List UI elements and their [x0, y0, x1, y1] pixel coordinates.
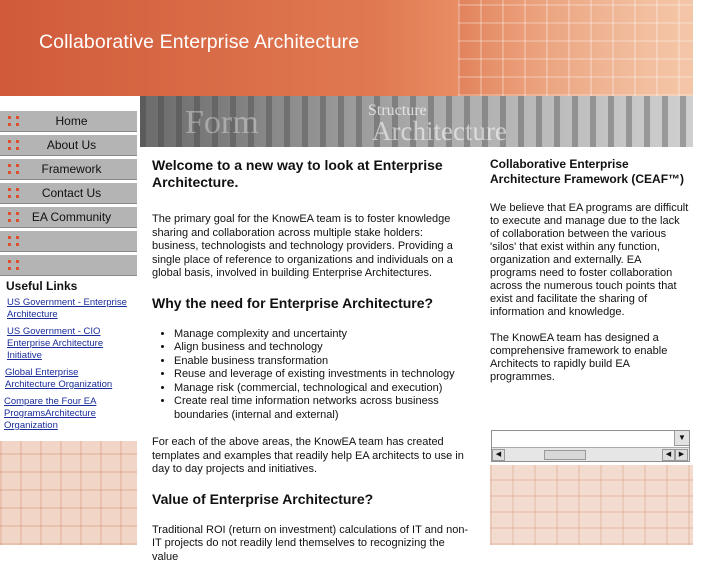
nav-dots-icon: [8, 260, 20, 271]
list-item: • Enable business transformation: [174, 355, 472, 369]
nav-label: Home: [55, 114, 88, 128]
scrollbar-thumb[interactable]: [544, 450, 586, 460]
nav-item-framework[interactable]: [0, 159, 137, 180]
left-nav: [0, 111, 137, 279]
ceaf-paragraph-1: We believe that EA programs are difficult to execute and manage due to the lack of collaboration between the various 'silos' that exist within any function, organization and externally. EA programs need to foster collaboration across the numerous touch points that exist and facilitate the sharing of information and knowledge.: [490, 202, 689, 318]
nav-item-home[interactable]: [0, 111, 137, 132]
main-content: [152, 157, 472, 578]
site-header: [0, 0, 693, 96]
banner-word-architecture: Architecture: [372, 116, 507, 146]
sidebar-textarea[interactable]: [491, 430, 690, 462]
list-item: • Manage complexity and uncertainty: [174, 328, 472, 342]
nav-dots-icon: [8, 236, 20, 247]
scroll-left-arrow-icon[interactable]: ◀: [662, 449, 675, 461]
nav-dots-icon: [8, 212, 20, 223]
horizontal-scrollbar[interactable]: [492, 447, 689, 461]
benefits-list: [152, 328, 472, 423]
right-sidebar: [490, 157, 690, 397]
left-decorative-image: [0, 441, 137, 545]
nav-label: Framework: [41, 162, 102, 176]
page-right-margin: [693, 0, 727, 545]
nav-label: Contact Us: [41, 186, 102, 200]
list-item: • Manage risk (commercial, technological and execution): [174, 382, 472, 396]
link-compare-four-ea[interactable]: Compare the Four EA ProgramsArchitecture Organization: [4, 396, 97, 431]
header-building-image: [458, 0, 693, 96]
nav-item-about-us[interactable]: [0, 135, 137, 156]
list-item: • Reuse and leverage of existing investments in technology: [174, 368, 472, 382]
intro-paragraph: The primary goal for the KnowEA team is to foster knowledge sharing and collaboration across multiple stake holders: business, technologists and technology providers. Providing a single place of reference to organizations and individuals on a global basis, involved in building Enterprise Architectures.: [152, 213, 453, 279]
banner-word-form: Form: [185, 104, 259, 141]
scroll-right-arrow-icon[interactable]: ▶: [675, 449, 688, 461]
nav-item-ea-community[interactable]: [0, 207, 137, 228]
value-paragraph: Traditional ROI (return on investment) calculations of IT and non-IT projects do not readily lend themselves to recognizing the value: [152, 523, 469, 563]
site-title: Collaborative Enterprise Architecture: [39, 31, 360, 53]
nav-label: About Us: [46, 138, 97, 152]
scroll-left-arrow-icon[interactable]: ◀: [492, 449, 505, 461]
why-heading: Why the need for Enterprise Architecture?: [152, 294, 434, 311]
welcome-heading: Welcome to a new way to look at Enterprise Architecture.: [152, 157, 443, 190]
list-item: • Align business and technology: [174, 341, 472, 355]
useful-links-heading: Useful Links: [6, 279, 78, 293]
nav-dots-icon: [8, 140, 20, 151]
ceaf-paragraph-2: The KnowEA team has designed a comprehensive framework to enable Architects to rapidly build EA programmes.: [490, 332, 668, 383]
form-structure-banner: [140, 96, 693, 147]
right-decorative-image: [490, 465, 693, 545]
areas-paragraph: For each of the above areas, the KnowEA team has created templates and examples that readily help EA architects to use in day to day projects and initiatives.: [152, 436, 464, 475]
banner-word-structure: Structure: [368, 102, 427, 119]
nav-dots-icon: [8, 188, 20, 199]
nav-label: EA Community: [31, 210, 112, 224]
value-heading: Value of Enterprise Architecture?: [152, 490, 374, 507]
link-global-ea-org[interactable]: Global Enterprise Architecture Organization: [5, 367, 113, 390]
useful-links-list: [0, 297, 137, 437]
nav-item-contact-us[interactable]: [0, 183, 137, 204]
scroll-down-arrow-icon[interactable]: ▼: [674, 431, 689, 446]
link-us-gov-cio[interactable]: US Government - CIO Enterprise Architecture Initiative: [7, 326, 104, 361]
nav-dots-icon: [8, 116, 20, 127]
ceaf-heading: Collaborative Enterprise Architecture Framework (CEAF™): [490, 157, 685, 186]
nav-item-blank-1[interactable]: [0, 231, 137, 252]
nav-item-blank-2[interactable]: [0, 255, 137, 276]
list-item: • Create real time information networks across business boundaries (internal and external): [174, 395, 472, 422]
nav-dots-icon: [8, 164, 20, 175]
link-us-gov-ea[interactable]: US Government - Enterprise Architecture: [7, 297, 127, 320]
